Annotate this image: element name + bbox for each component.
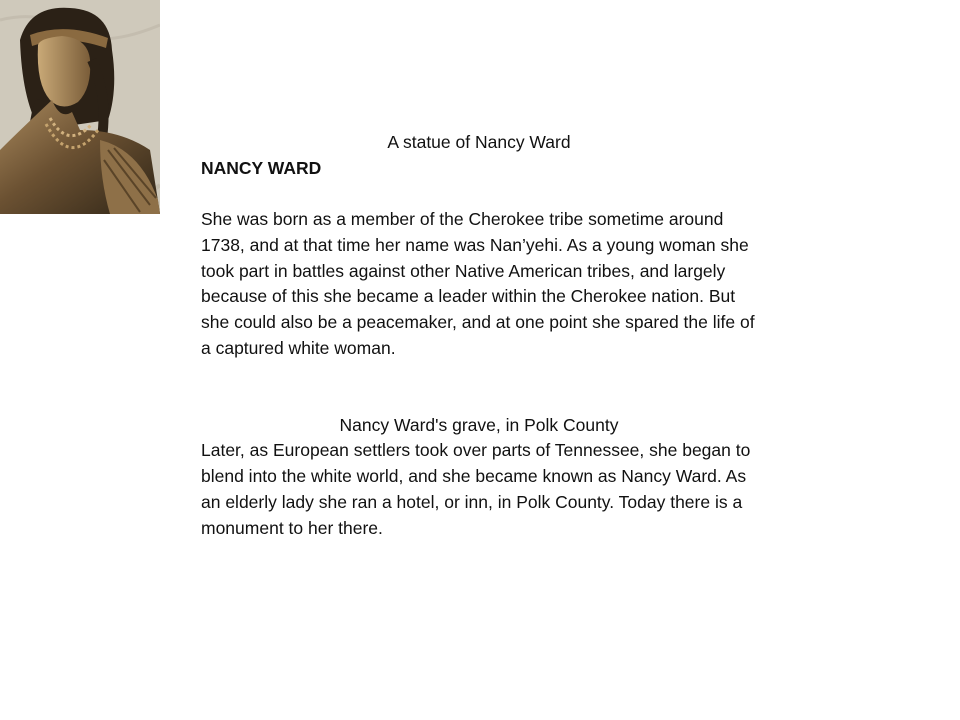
grave-caption: Nancy Ward's grave, in Polk County	[339, 414, 619, 435]
nancy-ward-statue-image	[0, 0, 160, 214]
paragraph-later-life: Later, as European settlers took over parts of Tennessee, she began to blend into the white world, and she became known as Nancy Ward. As an elderly lady she ran a hotel, or inn, in Polk County. Today there is a monument to her there.	[201, 440, 751, 538]
article-heading: NANCY WARD	[201, 157, 322, 178]
statue-caption: A statue of Nancy Ward	[387, 132, 571, 152]
article-text	[201, 130, 757, 541]
paragraph-early-life: She was born as a member of the Cherokee tribe sometime around 1738, and at that time her name was Nan’yehi. As a young woman she took part in battles against other Native American tribes, and largely because of this she became a leader within the Cherokee nation. But she could also be a peacemaker, and at one point she spared the life of a captured white woman.	[201, 209, 755, 358]
spacer	[201, 181, 757, 207]
spacer	[201, 361, 757, 412]
